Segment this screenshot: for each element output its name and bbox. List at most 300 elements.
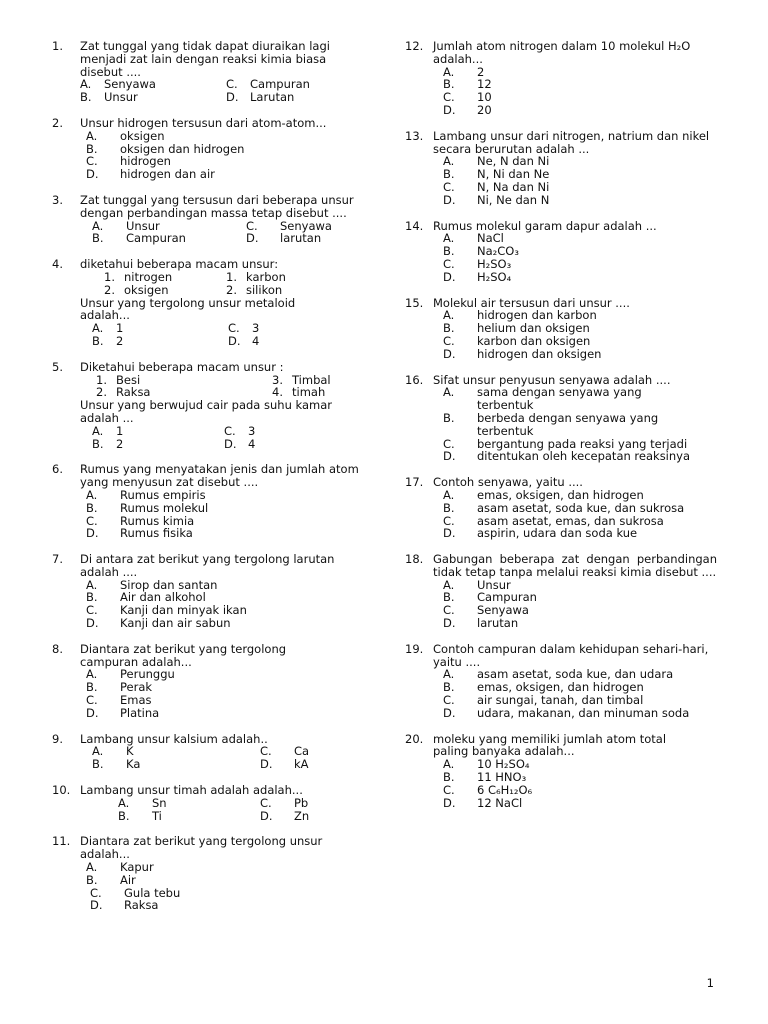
option-list [443,385,691,464]
option-text: Unsur [126,218,160,233]
item-number: 1. [96,372,107,387]
option-text: Senyawa [104,77,156,92]
option-letter: A. [443,154,455,169]
option-letter: C. [246,218,258,233]
question-number: 17. [405,475,424,490]
option-letter: C. [443,436,455,451]
question-15 [405,297,717,361]
option [260,758,372,771]
option-letter: A. [92,423,104,438]
option [224,438,372,451]
option-text: Sirop dan santan [120,577,218,592]
option-list [443,489,717,540]
option-letter: C. [443,513,455,528]
option-text: aspirin, udara dan soda kue [477,526,638,541]
option-text: Perak [120,680,153,695]
option-text: larutan [280,231,322,246]
question-text: Sifat unsur penyusun senyawa adalah .... [433,372,671,387]
option-text: Campuran [250,77,310,92]
question-text: Gabungan beberapa zat dengan perbandingan tidak tetap tanpa melalui reaksi kimia disebut .... [433,552,717,579]
question-number: 1. [52,39,63,53]
option-list [92,425,372,451]
option-text: 20 [477,102,492,117]
option-text: Gula tebu [124,885,181,900]
option-letter: A. [86,577,98,592]
question-number: 20. [405,731,424,746]
option-letter: B. [86,872,98,887]
option-text: hidrogen dan oksigen [477,346,602,361]
option-text: karbon dan oksigen [477,333,591,348]
option [86,861,372,874]
question-number: 13. [405,128,424,143]
item-number: 3. [272,372,283,387]
option-text: Sn [152,795,167,810]
option-letter: D. [443,616,456,631]
option [443,527,717,540]
option-text: Ca [294,744,310,759]
option-list [443,668,717,719]
question-number: 6. [52,462,63,477]
question-18 [405,553,717,630]
option [86,489,372,502]
option-letter: D. [443,795,456,810]
option [443,104,717,117]
question-text: Lambang unsur timah adalah adalah... [80,783,303,798]
option-list [86,579,372,630]
option-letter: C. [260,744,272,759]
option-list [86,668,372,719]
option-text: Kanji dan air sabun [120,616,231,631]
option [443,271,717,284]
option-letter: C. [443,256,455,271]
option-letter: A. [443,385,455,400]
question-3 [52,194,372,245]
option [443,784,717,797]
option [86,874,372,887]
option-text: berbeda dengan senyawa yang terbentuk [477,410,659,438]
option-letter: C. [443,603,455,618]
option-text: Raksa [124,898,159,913]
question-16 [405,374,717,464]
option-letter: D. [224,436,237,451]
question-text: Diantara zat berikut yang tergolong campuran adalah... [80,641,287,669]
question-text: Contoh campuran dalam kehidupan sehari-hari, yaitu .... [433,641,709,669]
option-letter: B. [86,590,98,605]
option-letter: A. [86,667,98,682]
option-letter: C. [443,782,455,797]
question-number: 7. [52,552,63,567]
item-number: 1. [104,269,115,284]
question-number: 5. [52,359,63,374]
option [443,335,717,348]
question-2 [52,117,372,181]
option-text: hidrogen dan air [120,167,215,182]
option-text: Ne, N dan Ni [477,154,550,169]
option-letter: C. [224,423,236,438]
option-text: Na₂CO₃ [477,244,519,259]
question-text: Diantara zat berikut yang tergolong unsur adalah... [80,834,323,862]
option [92,322,228,335]
option-list [443,66,717,117]
option [92,335,228,348]
option [92,438,224,451]
option-text: larutan [477,616,519,631]
option-letter: C. [443,90,455,105]
question-number: 12. [405,39,424,53]
option-text: Rumus molekul [120,500,209,515]
option-text: helium dan oksigen [477,321,590,336]
option-letter: B. [92,333,104,348]
option-letter: D. [443,102,456,117]
option [443,258,717,271]
question-text: Zat tunggal yang tersusun dari beberapa unsur dengan perbandingan massa tetap disebut .... [80,192,354,220]
option-letter: B. [443,321,455,336]
option [92,758,260,771]
option-letter: A. [86,487,98,502]
option-text: 12 NaCl [477,795,523,810]
option [92,745,260,758]
option [260,797,372,810]
question-text: Molekul air tersusun dari unsur .... [433,295,630,310]
item-text: nitrogen [124,269,173,284]
option-text: asam asetat, soda kue, dan udara [477,667,674,682]
question-number: 2. [52,115,63,130]
question-7 [52,553,372,630]
option-text: oksigen dan hidrogen [120,141,245,156]
option-text: 4 [252,333,260,348]
option-letter: D. [443,526,456,541]
option [443,194,717,207]
option-letter: A. [92,744,104,759]
option-text: Air [120,872,136,887]
option [226,78,372,91]
question-text: Lambang unsur kalsium adalah.. [80,731,268,746]
question-5 [52,361,372,451]
option-list [92,220,372,246]
list-item [104,271,226,284]
option-letter: C. [86,513,98,528]
option [80,91,226,104]
option-text: emas, oksigen, dan hidrogen [477,680,644,695]
item-text: karbon [246,269,286,284]
option-letter: B. [86,500,98,515]
option-letter: D. [260,808,273,823]
question-text: Contoh senyawa, yaitu .... [433,475,583,490]
option [443,181,717,194]
question-number: 10. [52,783,71,798]
option-text: Kanji dan minyak ikan [120,603,247,618]
item-number: 2. [104,282,115,297]
question-text: diketahui beberapa macam unsur: [80,257,279,272]
question-number: 18. [405,552,424,567]
option-text: 10 [477,90,492,105]
question-number: 15. [405,295,424,310]
option-letter: A. [443,308,455,323]
option-text: Zn [294,808,310,823]
option-letter: C. [443,333,455,348]
item-text: oksigen [124,282,169,297]
option-letter: B. [443,77,455,92]
option-text: Unsur [104,90,138,105]
list-item [104,284,226,297]
option-text: Rumus fisika [120,526,193,541]
option [86,502,372,515]
question-19 [405,643,717,720]
option-letter: D. [443,269,456,284]
question-17 [405,476,717,540]
option [118,797,260,810]
option-letter: D. [86,526,99,541]
option-letter: C. [86,603,98,618]
option-letter: C. [228,321,240,336]
question-number: 14. [405,218,424,233]
option-text: Perunggu [120,667,175,682]
item-number: 2. [226,282,237,297]
option-letter: A. [86,860,98,875]
option-text: 11 HNO₃ [477,770,527,785]
option-text: Ni, Ne dan N [477,192,550,207]
option-letter: D. [226,90,239,105]
option-list [92,745,372,771]
option-text: kA [294,757,309,772]
option-letter: A. [92,321,104,336]
item-text: Raksa [116,385,151,400]
option-letter: D. [86,705,99,720]
option-text: Platina [120,705,160,720]
option [260,745,372,758]
question-number: 9. [52,731,63,746]
option-letter: A. [443,64,455,79]
option-text: Rumus empiris [120,487,206,502]
option [443,450,690,463]
question-14 [405,220,717,284]
option-text: N, Na dan Ni [477,179,550,194]
option-letter: D. [260,757,273,772]
option-list [443,309,717,360]
option-text: 2 [116,436,124,451]
option-list [118,797,372,823]
option [260,810,372,823]
question-10 [52,784,372,822]
option [86,707,372,720]
question-6 [52,463,372,540]
option-text: Senyawa [477,603,529,618]
option-text: asam asetat, soda kue, dan sukrosa [477,500,685,515]
option-text: Ka [126,757,141,772]
question-number: 19. [405,641,424,656]
option-list [443,758,717,809]
item-list [104,271,372,297]
question-number: 11. [52,834,71,849]
question-prompt: Unsur yang berwujud cair pada suhu kamar adalah ... [80,398,332,425]
option-text: Senyawa [280,218,332,233]
option-list [86,130,372,181]
option-text: 2 [477,64,485,79]
question-13 [405,130,717,207]
question-number: 4. [52,257,63,272]
option-list [86,861,372,912]
question-text: Unsur hidrogen tersusun dari atom-atom... [80,115,327,130]
option-text: Kapur [120,860,154,875]
item-text: timah [292,385,326,400]
option-letter: D. [228,333,241,348]
option-letter: B. [86,141,98,156]
item-text: silikon [246,282,283,297]
option-text: 12 [477,77,492,92]
option [443,707,717,720]
question-8 [52,643,372,720]
option-letter: D. [90,898,103,913]
question-text: moleku yang memiliki jumlah atom total paling banyaka adalah... [433,731,667,759]
option-letter: B. [80,90,92,105]
option-text: 3 [252,321,260,336]
option [224,425,372,438]
option-letter: B. [443,167,455,182]
option-letter: D. [443,346,456,361]
option-list [443,579,717,630]
option-text: H₂SO₄ [477,269,512,284]
option-text: Air dan alkohol [120,590,206,605]
option-letter: B. [443,680,455,695]
option-text: Rumus kimia [120,513,195,528]
option [86,527,372,540]
option-letter: B. [118,808,130,823]
question-number: 16. [405,372,424,387]
option-text: sama dengan senyawa yang terbentuk [477,385,642,413]
question-number: 8. [52,641,63,656]
option-letter: A. [443,667,455,682]
question-text: Diketahui beberapa macam unsur : [80,359,284,374]
option-text: Campuran [477,590,537,605]
option [443,502,717,515]
option-letter: A. [92,218,104,233]
option-text: 1 [116,423,124,438]
option [86,617,372,630]
option-text: Larutan [250,90,295,105]
option [90,899,372,912]
option-text: bergantung pada reaksi yang terjadi [477,436,688,451]
option [228,322,372,335]
question-text: Zat tunggal yang tidak dapat diuraikan lagi menjadi zat lain dengan reaksi kimia biasa disebut .... [80,39,330,79]
option-letter: A. [86,128,98,143]
option-text: emas, oksigen, dan hidrogen [477,487,644,502]
option [86,168,372,181]
question-4 [52,258,372,348]
question-text: Jumlah atom nitrogen dalam 10 molekul H₂O adalah... [433,39,691,66]
item-list [96,374,372,400]
option-letter: C. [260,795,272,810]
option-letter: C. [443,179,455,194]
option-text: Ti [152,808,162,823]
option-text: hidrogen [120,154,171,169]
option-letter: B. [443,770,455,785]
item-number: 1. [226,269,237,284]
option-text: 2 [116,333,124,348]
question-number: 3. [52,192,63,207]
option-text: N, Ni dan Ne [477,167,550,182]
option-text: hidrogen dan karbon [477,308,597,323]
option-letter: D. [246,231,259,246]
option-text: ditentukan oleh kecepatan reaksinya [477,449,691,464]
option-letter: B. [92,231,104,246]
question-prompt: Unsur yang tergolong unsur metaloid adalah... [80,295,296,323]
option-text: air sungai, tanah, dan timbal [477,693,644,708]
option-letter: B. [443,590,455,605]
option-letter: C. [86,693,98,708]
option [118,810,260,823]
option-list [443,155,717,206]
option-text: H₂SO₃ [477,256,512,271]
option-letter: B. [86,680,98,695]
right-column [405,40,717,822]
option-text: Pb [294,795,309,810]
option [246,232,372,245]
question-1 [52,40,372,104]
option-letter: C. [86,154,98,169]
item-number: 4. [272,385,283,400]
option-letter: A. [443,487,455,502]
question-20 [405,733,717,810]
question-12 [405,40,717,117]
question-text: Lambang unsur dari nitrogen, natrium dan nikel secara berurutan adalah ... [433,128,710,156]
option-letter: A. [443,577,455,592]
option [443,694,717,707]
option [443,771,717,784]
list-item [226,271,372,284]
option-text: 4 [248,436,256,451]
option-text: udara, makanan, dan minuman soda [477,705,690,720]
option-letter: B. [443,500,455,515]
option-list [443,232,717,283]
option [443,617,717,630]
option-letter: C. [90,885,102,900]
option-letter: A. [443,231,455,246]
item-number: 2. [96,385,107,400]
option [80,78,226,91]
option-text: Unsur [477,577,511,592]
list-item [226,284,372,297]
option-letter: A. [443,757,455,772]
question-text: Rumus molekul garam dapur adalah ... [433,218,657,233]
option-letter: D. [443,705,456,720]
option [86,130,372,143]
option [443,348,717,361]
option-letter: C. [226,77,238,92]
question-text: Rumus yang menyatakan jenis dan jumlah atom yang menyusun zat disebut .... [80,462,359,490]
option [443,489,717,502]
option-letter: A. [118,795,130,810]
option-list [92,322,372,348]
question-text: Di antara zat berikut yang tergolong larutan adalah .... [80,552,335,579]
question-9 [52,733,372,771]
option-text: asam asetat, emas, dan sukrosa [477,513,664,528]
left-column [52,40,372,925]
option-text: Emas [120,693,152,708]
option-letter: B. [443,410,455,425]
option-letter: B. [92,436,104,451]
option-text: NaCl [477,231,504,246]
option-letter: D. [443,192,456,207]
option-text: oksigen [120,128,165,143]
option-letter: A. [80,77,92,92]
option-text: 6 C₆H₁₂O₆ [477,782,533,797]
option-list [86,489,372,540]
question-11 [52,835,372,912]
option-letter: D. [86,167,99,182]
option-text: 3 [248,423,256,438]
option-letter: C. [443,693,455,708]
option [443,386,690,412]
